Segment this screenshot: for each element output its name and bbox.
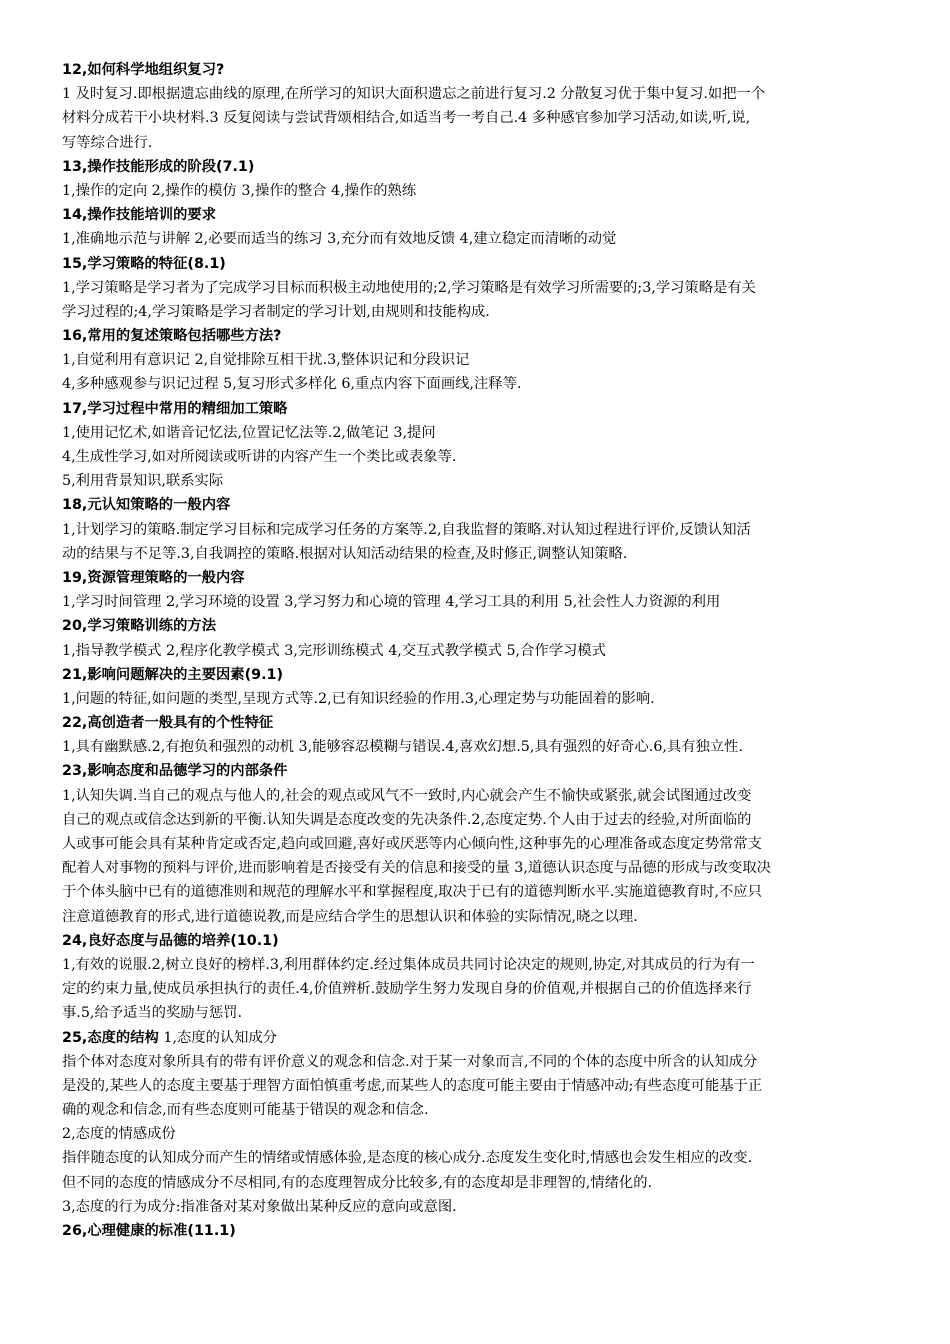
section-heading: 17,学习过程中常用的精细加工策略 (62, 400, 288, 417)
body-text-line: 1,自觉利用有意识记 2,自觉排除互相干扰.3,整体识记和分段识记 (62, 352, 470, 369)
body-text-line: 1,准确地示范与讲解 2,必要而适当的练习 3,充分而有效地反馈 4,建立稳定而清晰的动觉 (62, 231, 617, 248)
body-text-line: 材料分成若干小块材料.3 反复阅读与尝试背颂相结合,如适当考一考自己.4 多种感官参加学习活动,如读,听,说, (62, 110, 751, 127)
body-text-line: 5,利用背景知识,联系实际 (62, 473, 224, 490)
body-text-line: 是没的,某些人的态度主要基于理智方面怕慎重考虑,而某些人的态度可能主要由于情感冲动;有些态度可能基于正 (62, 1077, 763, 1094)
body-text-line: 1 及时复习.即根据遗忘曲线的原理,在所学习的知识大面积遗忘之前进行复习.2 分散复习优于集中复习.如把一个 (62, 86, 766, 103)
body-text-line: 1,认知失调.当自己的观点与他人的,社会的观点或风气不一致时,内心就会产生不愉快或紧张,就会试图通过改变 (62, 787, 752, 804)
body-text-line: 4,多种感观参与识记过程 5,复习形式多样化 6,重点内容下面画线,注释等. (62, 376, 522, 393)
section-heading: 12,如何科学地组织复习? (62, 62, 225, 78)
section-heading: 19,资源管理策略的一般内容 (62, 569, 245, 586)
section-heading: 20,学习策略训练的方法 (62, 618, 216, 635)
body-text-line: 于个体头脑中已有的道德准则和规范的理解水平和掌握程度,取决于已有的道德判断水平.实施道德教育时,不应只 (62, 884, 762, 901)
body-text-line: 3,态度的行为成分:指准备对某对象做出某种反应的意向或意图. (62, 1198, 457, 1215)
body-text-line: 写等综合进行. (62, 134, 153, 151)
body-text-line: 2,态度的情感成份 (62, 1126, 176, 1143)
body-text-line: 学习过程的;4,学习策略是学习者制定的学习计划,由规则和技能构成. (62, 303, 490, 320)
body-text-line: 确的观念和信念,而有些态度则可能基于错误的观念和信念. (62, 1102, 429, 1119)
body-text-line: 1,操作的定向 2,操作的模仿 3,操作的整合 4,操作的熟练 (62, 182, 417, 199)
section-heading: 21,影响问题解决的主要因素(9.1) (62, 666, 283, 683)
body-text-line: 但不同的态度的情感成分不尽相同,有的态度理智成分比较多,有的态度却是非理智的,情绪化的. (62, 1174, 653, 1191)
body-text-line: 1,问题的特征,如问题的类型,呈现方式等.2,已有知识经验的作用.3,心理定势与功能固着的影响. (62, 690, 655, 707)
body-text-line: 动的结果与不足等.3,自我调控的策略.根据对认知活动结果的检查,及时修正,调整认知策略. (62, 545, 628, 562)
body-text-line: 1,使用记忆术,如谐音记忆法,位置记忆法等.2,做笔记 3,提问 (62, 424, 436, 441)
body-text-line: 指个体对态度对象所具有的带有评价意义的观念和信念.对于某一对象而言,不同的个体的态度中所含的认知成分 (62, 1053, 758, 1070)
body-text-line: 自己的观点或信念达到新的平衡.认知失调是态度改变的先决条件.2,态度定势.个人由于过去的经验,对所面临的 (62, 811, 752, 828)
section-heading-line (62, 1026, 888, 1050)
section-heading: 24,良好态度与品德的培养(10.1) (62, 932, 279, 949)
body-text-line: 1,有效的说服.2,树立良好的榜样.3,利用群体约定.经过集体成员共同讨论决定的规则,协定,对其成员的行为有一 (62, 956, 755, 973)
body-text-line: 1,具有幽默感.2,有抱负和强烈的动机 3,能够容忍模糊与错误.4,喜欢幻想.5,具有强烈的好奇心.6,具有独立性. (62, 739, 743, 756)
body-text-line: 1,计划学习的策略.制定学习目标和完成学习任务的方案等.2,自我监督的策略.对认知过程进行评价,反馈认知活 (62, 521, 751, 538)
section-heading: 22,高创造者一般具有的个性特征 (62, 715, 274, 732)
body-text-line: 1,指导教学模式 2,程序化教学模式 3,完形训练模式 4,交互式教学模式 5,合作学习模式 (62, 642, 606, 659)
body-text-line: 4,生成性学习,如对所阅读或听讲的内容产生一个类比或表象等. (62, 449, 457, 465)
section-heading: 14,操作技能培训的要求 (62, 207, 216, 224)
section-heading: 18,元认知策略的一般内容 (62, 497, 231, 514)
section-heading: 16,常用的复述策略包括哪些方法? (62, 328, 282, 345)
body-text-line: 人或事可能会具有某种肯定或否定,趋向或回避,喜好或厌恶等内心倾向性,这种事先的心理准备或态度定势常常支 (62, 836, 762, 852)
section-heading: 13,操作技能形成的阶段(7.1) (62, 158, 255, 175)
body-text-line: 事.5,给予适当的奖励与惩罚. (62, 1005, 242, 1022)
section-heading: 15,学习策略的特征(8.1) (62, 255, 226, 272)
section-heading: 26,心理健康的标准(11.1) (62, 1223, 236, 1239)
section-heading: 23,影响态度和品德学习的内部条件 (62, 763, 288, 780)
body-text-line: 1,学习时间管理 2,学习环境的设置 3,学习努力和心境的管理 4,学习工具的利用 5,社会性人力资源的利用 (62, 594, 721, 611)
body-text-line: 注意道德教育的形式,进行道德说教,而是应结合学生的思想认识和体验的实际情况,晓之以理. (62, 908, 638, 925)
body-text-line: 定的约束力量,使成员承担执行的责任.4,价值辨析.鼓励学生努力发现自身的价值观,并根据自己的价值选择来行 (62, 981, 752, 998)
section-heading: 25,态度的结构 (62, 1029, 159, 1046)
body-text: 1,态度的认知成分 (158, 1029, 278, 1046)
body-text-line: 配着人对事物的预料与评价,进而影响着是否接受有关的信息和接受的量 3,道德认识态度与品德的形成与改变取决 (62, 860, 771, 877)
body-text-line: 1,学习策略是学习者为了完成学习目标而积极主动地使用的;2,学习策略是有效学习所需要的;3,学习策略是有关 (62, 279, 756, 296)
body-text-line: 指伴随态度的认知成分而产生的情绪或情感体验,是态度的核心成分.态度发生变化时,情感也会发生相应的改变. (62, 1150, 753, 1167)
